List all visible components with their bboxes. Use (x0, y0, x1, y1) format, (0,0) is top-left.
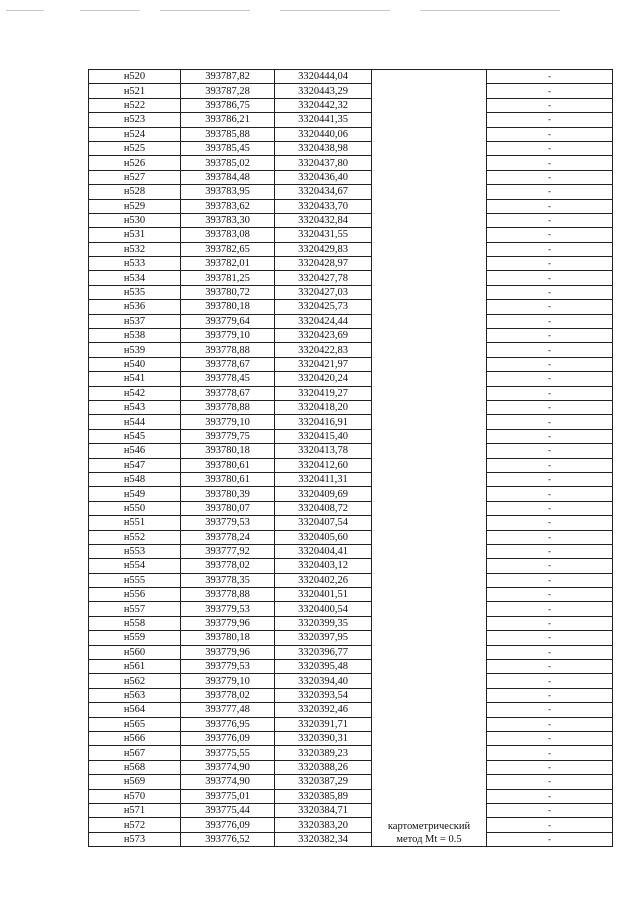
point-name-cell: н537 (89, 314, 181, 328)
y-coordinate-cell: 3320383,20 (275, 818, 372, 832)
accuracy-cell: - (487, 170, 613, 184)
y-coordinate-cell: 3320438,98 (275, 141, 372, 155)
point-name-cell: н571 (89, 803, 181, 817)
table-row (89, 544, 613, 558)
accuracy-cell: - (487, 98, 613, 112)
y-coordinate-cell: 3320403,12 (275, 559, 372, 573)
x-coordinate-cell: 393774,90 (181, 760, 275, 774)
x-coordinate-cell: 393776,52 (181, 832, 275, 846)
table-row (89, 631, 613, 645)
x-coordinate-cell: 393778,02 (181, 559, 275, 573)
table-row (89, 70, 613, 84)
table-row (89, 357, 613, 371)
accuracy-cell: - (487, 645, 613, 659)
table-row (89, 199, 613, 213)
method-label-line1: картометрический (387, 821, 471, 833)
table-row (89, 228, 613, 242)
accuracy-cell: - (487, 257, 613, 271)
y-coordinate-cell: 3320387,29 (275, 775, 372, 789)
table-row (89, 185, 613, 199)
x-coordinate-cell: 393780,61 (181, 458, 275, 472)
x-coordinate-cell: 393782,01 (181, 257, 275, 271)
point-name-cell: н568 (89, 760, 181, 774)
x-coordinate-cell: 393778,24 (181, 530, 275, 544)
table-row (89, 84, 613, 98)
table-row (89, 170, 613, 184)
point-name-cell: н563 (89, 688, 181, 702)
y-coordinate-cell: 3320437,80 (275, 156, 372, 170)
x-coordinate-cell: 393780,61 (181, 472, 275, 486)
table-row (89, 98, 613, 112)
accuracy-cell: - (487, 688, 613, 702)
point-name-cell: н559 (89, 631, 181, 645)
accuracy-cell: - (487, 487, 613, 501)
x-coordinate-cell: 393778,67 (181, 357, 275, 371)
x-coordinate-cell: 393779,64 (181, 314, 275, 328)
y-coordinate-cell: 3320441,35 (275, 113, 372, 127)
table-row (89, 415, 613, 429)
y-coordinate-cell: 3320412,60 (275, 458, 372, 472)
point-name-cell: н561 (89, 660, 181, 674)
table-row (89, 400, 613, 414)
table-row (89, 257, 613, 271)
y-coordinate-cell: 3320423,69 (275, 329, 372, 343)
accuracy-cell: - (487, 588, 613, 602)
point-name-cell: н549 (89, 487, 181, 501)
y-coordinate-cell: 3320440,06 (275, 127, 372, 141)
point-name-cell: н573 (89, 832, 181, 846)
y-coordinate-cell: 3320408,72 (275, 501, 372, 515)
y-coordinate-cell: 3320400,54 (275, 602, 372, 616)
y-coordinate-cell: 3320442,32 (275, 98, 372, 112)
accuracy-cell: - (487, 300, 613, 314)
accuracy-cell: - (487, 789, 613, 803)
y-coordinate-cell: 3320396,77 (275, 645, 372, 659)
table-row (89, 760, 613, 774)
point-name-cell: н520 (89, 70, 181, 84)
accuracy-cell: - (487, 444, 613, 458)
accuracy-cell: - (487, 357, 613, 371)
y-coordinate-cell: 3320434,67 (275, 185, 372, 199)
table-row (89, 674, 613, 688)
y-coordinate-cell: 3320433,70 (275, 199, 372, 213)
accuracy-cell: - (487, 199, 613, 213)
point-name-cell: н564 (89, 703, 181, 717)
point-name-cell: н550 (89, 501, 181, 515)
point-name-cell: н556 (89, 588, 181, 602)
x-coordinate-cell: 393778,88 (181, 588, 275, 602)
x-coordinate-cell: 393774,90 (181, 775, 275, 789)
point-name-cell: н545 (89, 429, 181, 443)
x-coordinate-cell: 393786,21 (181, 113, 275, 127)
accuracy-cell: - (487, 703, 613, 717)
table-row (89, 156, 613, 170)
x-coordinate-cell: 393782,65 (181, 242, 275, 256)
y-coordinate-cell: 3320432,84 (275, 213, 372, 227)
accuracy-cell: - (487, 329, 613, 343)
x-coordinate-cell: 393775,44 (181, 803, 275, 817)
x-coordinate-cell: 393777,48 (181, 703, 275, 717)
point-name-cell: н555 (89, 573, 181, 587)
x-coordinate-cell: 393786,75 (181, 98, 275, 112)
table-row (89, 775, 613, 789)
table-row (89, 127, 613, 141)
point-name-cell: н562 (89, 674, 181, 688)
point-name-cell: н546 (89, 444, 181, 458)
x-coordinate-cell: 393780,72 (181, 285, 275, 299)
point-name-cell: н528 (89, 185, 181, 199)
table-row (89, 688, 613, 702)
accuracy-cell: - (487, 832, 613, 846)
point-name-cell: н541 (89, 372, 181, 386)
x-coordinate-cell: 393787,28 (181, 84, 275, 98)
y-coordinate-cell: 3320402,26 (275, 573, 372, 587)
table-row (89, 458, 613, 472)
accuracy-cell: - (487, 70, 613, 84)
x-coordinate-cell: 393780,18 (181, 444, 275, 458)
table-row (89, 213, 613, 227)
y-coordinate-cell: 3320393,54 (275, 688, 372, 702)
x-coordinate-cell: 393779,10 (181, 415, 275, 429)
accuracy-cell: - (487, 717, 613, 731)
point-name-cell: н565 (89, 717, 181, 731)
point-name-cell: н523 (89, 113, 181, 127)
point-name-cell: н527 (89, 170, 181, 184)
point-name-cell: н522 (89, 98, 181, 112)
point-name-cell: н539 (89, 343, 181, 357)
scan-artifact (80, 10, 140, 11)
x-coordinate-cell: 393778,02 (181, 688, 275, 702)
accuracy-cell: - (487, 775, 613, 789)
point-name-cell: н567 (89, 746, 181, 760)
x-coordinate-cell: 393783,08 (181, 228, 275, 242)
y-coordinate-cell: 3320428,97 (275, 257, 372, 271)
point-name-cell: н524 (89, 127, 181, 141)
y-coordinate-cell: 3320444,04 (275, 70, 372, 84)
table-row (89, 113, 613, 127)
x-coordinate-cell: 393779,96 (181, 616, 275, 630)
table-row (89, 660, 613, 674)
x-coordinate-cell: 393779,53 (181, 602, 275, 616)
y-coordinate-cell: 3320384,71 (275, 803, 372, 817)
y-coordinate-cell: 3320395,48 (275, 660, 372, 674)
accuracy-cell: - (487, 760, 613, 774)
y-coordinate-cell: 3320409,69 (275, 487, 372, 501)
y-coordinate-cell: 3320421,97 (275, 357, 372, 371)
point-name-cell: н521 (89, 84, 181, 98)
point-name-cell: н544 (89, 415, 181, 429)
table-row (89, 588, 613, 602)
y-coordinate-cell: 3320385,89 (275, 789, 372, 803)
x-coordinate-cell: 393785,88 (181, 127, 275, 141)
point-name-cell: н548 (89, 472, 181, 486)
accuracy-cell: - (487, 501, 613, 515)
x-coordinate-cell: 393785,45 (181, 141, 275, 155)
accuracy-cell: - (487, 386, 613, 400)
accuracy-cell: - (487, 516, 613, 530)
point-name-cell: н532 (89, 242, 181, 256)
y-coordinate-cell: 3320401,51 (275, 588, 372, 602)
accuracy-cell: - (487, 156, 613, 170)
point-name-cell: н570 (89, 789, 181, 803)
x-coordinate-cell: 393780,18 (181, 300, 275, 314)
accuracy-cell: - (487, 343, 613, 357)
accuracy-cell: - (487, 573, 613, 587)
accuracy-cell: - (487, 559, 613, 573)
point-name-cell: н557 (89, 602, 181, 616)
table-row (89, 789, 613, 803)
point-name-cell: н540 (89, 357, 181, 371)
x-coordinate-cell: 393778,67 (181, 386, 275, 400)
accuracy-cell: - (487, 602, 613, 616)
accuracy-cell: - (487, 285, 613, 299)
x-coordinate-cell: 393779,53 (181, 516, 275, 530)
x-coordinate-cell: 393775,01 (181, 789, 275, 803)
table-row (89, 818, 613, 832)
x-coordinate-cell: 393779,96 (181, 645, 275, 659)
table-row (89, 832, 613, 846)
y-coordinate-cell: 3320416,91 (275, 415, 372, 429)
scan-artifact (420, 10, 560, 11)
point-name-cell: н569 (89, 775, 181, 789)
accuracy-cell: - (487, 242, 613, 256)
accuracy-cell: - (487, 429, 613, 443)
y-coordinate-cell: 3320427,78 (275, 271, 372, 285)
accuracy-cell: - (487, 472, 613, 486)
point-name-cell: н560 (89, 645, 181, 659)
table-row (89, 329, 613, 343)
x-coordinate-cell: 393783,62 (181, 199, 275, 213)
y-coordinate-cell: 3320405,60 (275, 530, 372, 544)
y-coordinate-cell: 3320431,55 (275, 228, 372, 242)
table-row (89, 285, 613, 299)
table-row (89, 616, 613, 630)
table-row (89, 516, 613, 530)
accuracy-cell: - (487, 660, 613, 674)
x-coordinate-cell: 393781,25 (181, 271, 275, 285)
accuracy-cell: - (487, 674, 613, 688)
table-row (89, 530, 613, 544)
table-row (89, 372, 613, 386)
x-coordinate-cell: 393783,30 (181, 213, 275, 227)
scan-artifact (6, 10, 44, 11)
scan-artifact (160, 10, 250, 11)
point-name-cell: н551 (89, 516, 181, 530)
x-coordinate-cell: 393779,10 (181, 674, 275, 688)
table-row (89, 559, 613, 573)
y-coordinate-cell: 3320391,71 (275, 717, 372, 731)
y-coordinate-cell: 3320427,03 (275, 285, 372, 299)
accuracy-cell: - (487, 113, 613, 127)
coordinates-table-body (89, 70, 613, 847)
x-coordinate-cell: 393776,09 (181, 731, 275, 745)
x-coordinate-cell: 393777,92 (181, 544, 275, 558)
accuracy-cell: - (487, 458, 613, 472)
point-name-cell: н525 (89, 141, 181, 155)
y-coordinate-cell: 3320404,41 (275, 544, 372, 558)
y-coordinate-cell: 3320394,40 (275, 674, 372, 688)
y-coordinate-cell: 3320392,46 (275, 703, 372, 717)
x-coordinate-cell: 393785,02 (181, 156, 275, 170)
y-coordinate-cell: 3320407,54 (275, 516, 372, 530)
table-row (89, 803, 613, 817)
x-coordinate-cell: 393780,07 (181, 501, 275, 515)
table-row (89, 141, 613, 155)
point-name-cell: н526 (89, 156, 181, 170)
x-coordinate-cell: 393779,53 (181, 660, 275, 674)
accuracy-cell: - (487, 616, 613, 630)
point-name-cell: н531 (89, 228, 181, 242)
table-row (89, 300, 613, 314)
point-name-cell: н553 (89, 544, 181, 558)
table-row (89, 501, 613, 515)
accuracy-cell: - (487, 746, 613, 760)
accuracy-cell: - (487, 400, 613, 414)
accuracy-cell: - (487, 127, 613, 141)
accuracy-cell: - (487, 213, 613, 227)
point-name-cell: н558 (89, 616, 181, 630)
point-name-cell: н533 (89, 257, 181, 271)
point-name-cell: н535 (89, 285, 181, 299)
y-coordinate-cell: 3320443,29 (275, 84, 372, 98)
table-row (89, 472, 613, 486)
table-row (89, 746, 613, 760)
point-name-cell: н536 (89, 300, 181, 314)
y-coordinate-cell: 3320420,24 (275, 372, 372, 386)
accuracy-cell: - (487, 185, 613, 199)
y-coordinate-cell: 3320388,26 (275, 760, 372, 774)
x-coordinate-cell: 393778,88 (181, 400, 275, 414)
table-row (89, 386, 613, 400)
coordinates-table (88, 69, 613, 847)
y-coordinate-cell: 3320424,44 (275, 314, 372, 328)
point-name-cell: н547 (89, 458, 181, 472)
accuracy-cell: - (487, 314, 613, 328)
x-coordinate-cell: 393780,39 (181, 487, 275, 501)
x-coordinate-cell: 393784,48 (181, 170, 275, 184)
accuracy-cell: - (487, 228, 613, 242)
accuracy-cell: - (487, 803, 613, 817)
accuracy-cell: - (487, 84, 613, 98)
table-row (89, 602, 613, 616)
table-row (89, 429, 613, 443)
y-coordinate-cell: 3320418,20 (275, 400, 372, 414)
accuracy-cell: - (487, 631, 613, 645)
y-coordinate-cell: 3320397,95 (275, 631, 372, 645)
y-coordinate-cell: 3320389,23 (275, 746, 372, 760)
y-coordinate-cell: 3320413,78 (275, 444, 372, 458)
x-coordinate-cell: 393778,45 (181, 372, 275, 386)
y-coordinate-cell: 3320399,35 (275, 616, 372, 630)
x-coordinate-cell: 393776,95 (181, 717, 275, 731)
point-name-cell: н534 (89, 271, 181, 285)
y-coordinate-cell: 3320429,83 (275, 242, 372, 256)
point-name-cell: н530 (89, 213, 181, 227)
point-name-cell: н542 (89, 386, 181, 400)
x-coordinate-cell: 393778,88 (181, 343, 275, 357)
table-row (89, 645, 613, 659)
y-coordinate-cell: 3320415,40 (275, 429, 372, 443)
y-coordinate-cell: 3320425,73 (275, 300, 372, 314)
table-row (89, 444, 613, 458)
table-row (89, 487, 613, 501)
accuracy-cell: - (487, 415, 613, 429)
y-coordinate-cell: 3320422,83 (275, 343, 372, 357)
point-name-cell: н566 (89, 731, 181, 745)
accuracy-cell: - (487, 818, 613, 832)
accuracy-cell: - (487, 141, 613, 155)
method-cell (372, 70, 487, 847)
point-name-cell: н543 (89, 400, 181, 414)
x-coordinate-cell: 393787,82 (181, 70, 275, 84)
y-coordinate-cell: 3320390,31 (275, 731, 372, 745)
accuracy-cell: - (487, 530, 613, 544)
point-name-cell: н552 (89, 530, 181, 544)
x-coordinate-cell: 393775,55 (181, 746, 275, 760)
y-coordinate-cell: 3320419,27 (275, 386, 372, 400)
accuracy-cell: - (487, 731, 613, 745)
point-name-cell: н572 (89, 818, 181, 832)
table-row (89, 573, 613, 587)
table-row (89, 343, 613, 357)
method-label-line2: метод Mt = 0.5 (396, 834, 462, 846)
table-row (89, 731, 613, 745)
point-name-cell: н529 (89, 199, 181, 213)
x-coordinate-cell: 393783,95 (181, 185, 275, 199)
accuracy-cell: - (487, 372, 613, 386)
y-coordinate-cell: 3320411,31 (275, 472, 372, 486)
table-row (89, 271, 613, 285)
y-coordinate-cell: 3320382,34 (275, 832, 372, 846)
accuracy-cell: - (487, 544, 613, 558)
x-coordinate-cell: 393779,75 (181, 429, 275, 443)
point-name-cell: н554 (89, 559, 181, 573)
x-coordinate-cell: 393776,09 (181, 818, 275, 832)
accuracy-cell: - (487, 271, 613, 285)
y-coordinate-cell: 3320436,40 (275, 170, 372, 184)
point-name-cell: н538 (89, 329, 181, 343)
table-row (89, 314, 613, 328)
table-row (89, 703, 613, 717)
table-row (89, 242, 613, 256)
scan-artifact (280, 10, 390, 11)
x-coordinate-cell: 393778,35 (181, 573, 275, 587)
table-row (89, 717, 613, 731)
x-coordinate-cell: 393779,10 (181, 329, 275, 343)
x-coordinate-cell: 393780,18 (181, 631, 275, 645)
